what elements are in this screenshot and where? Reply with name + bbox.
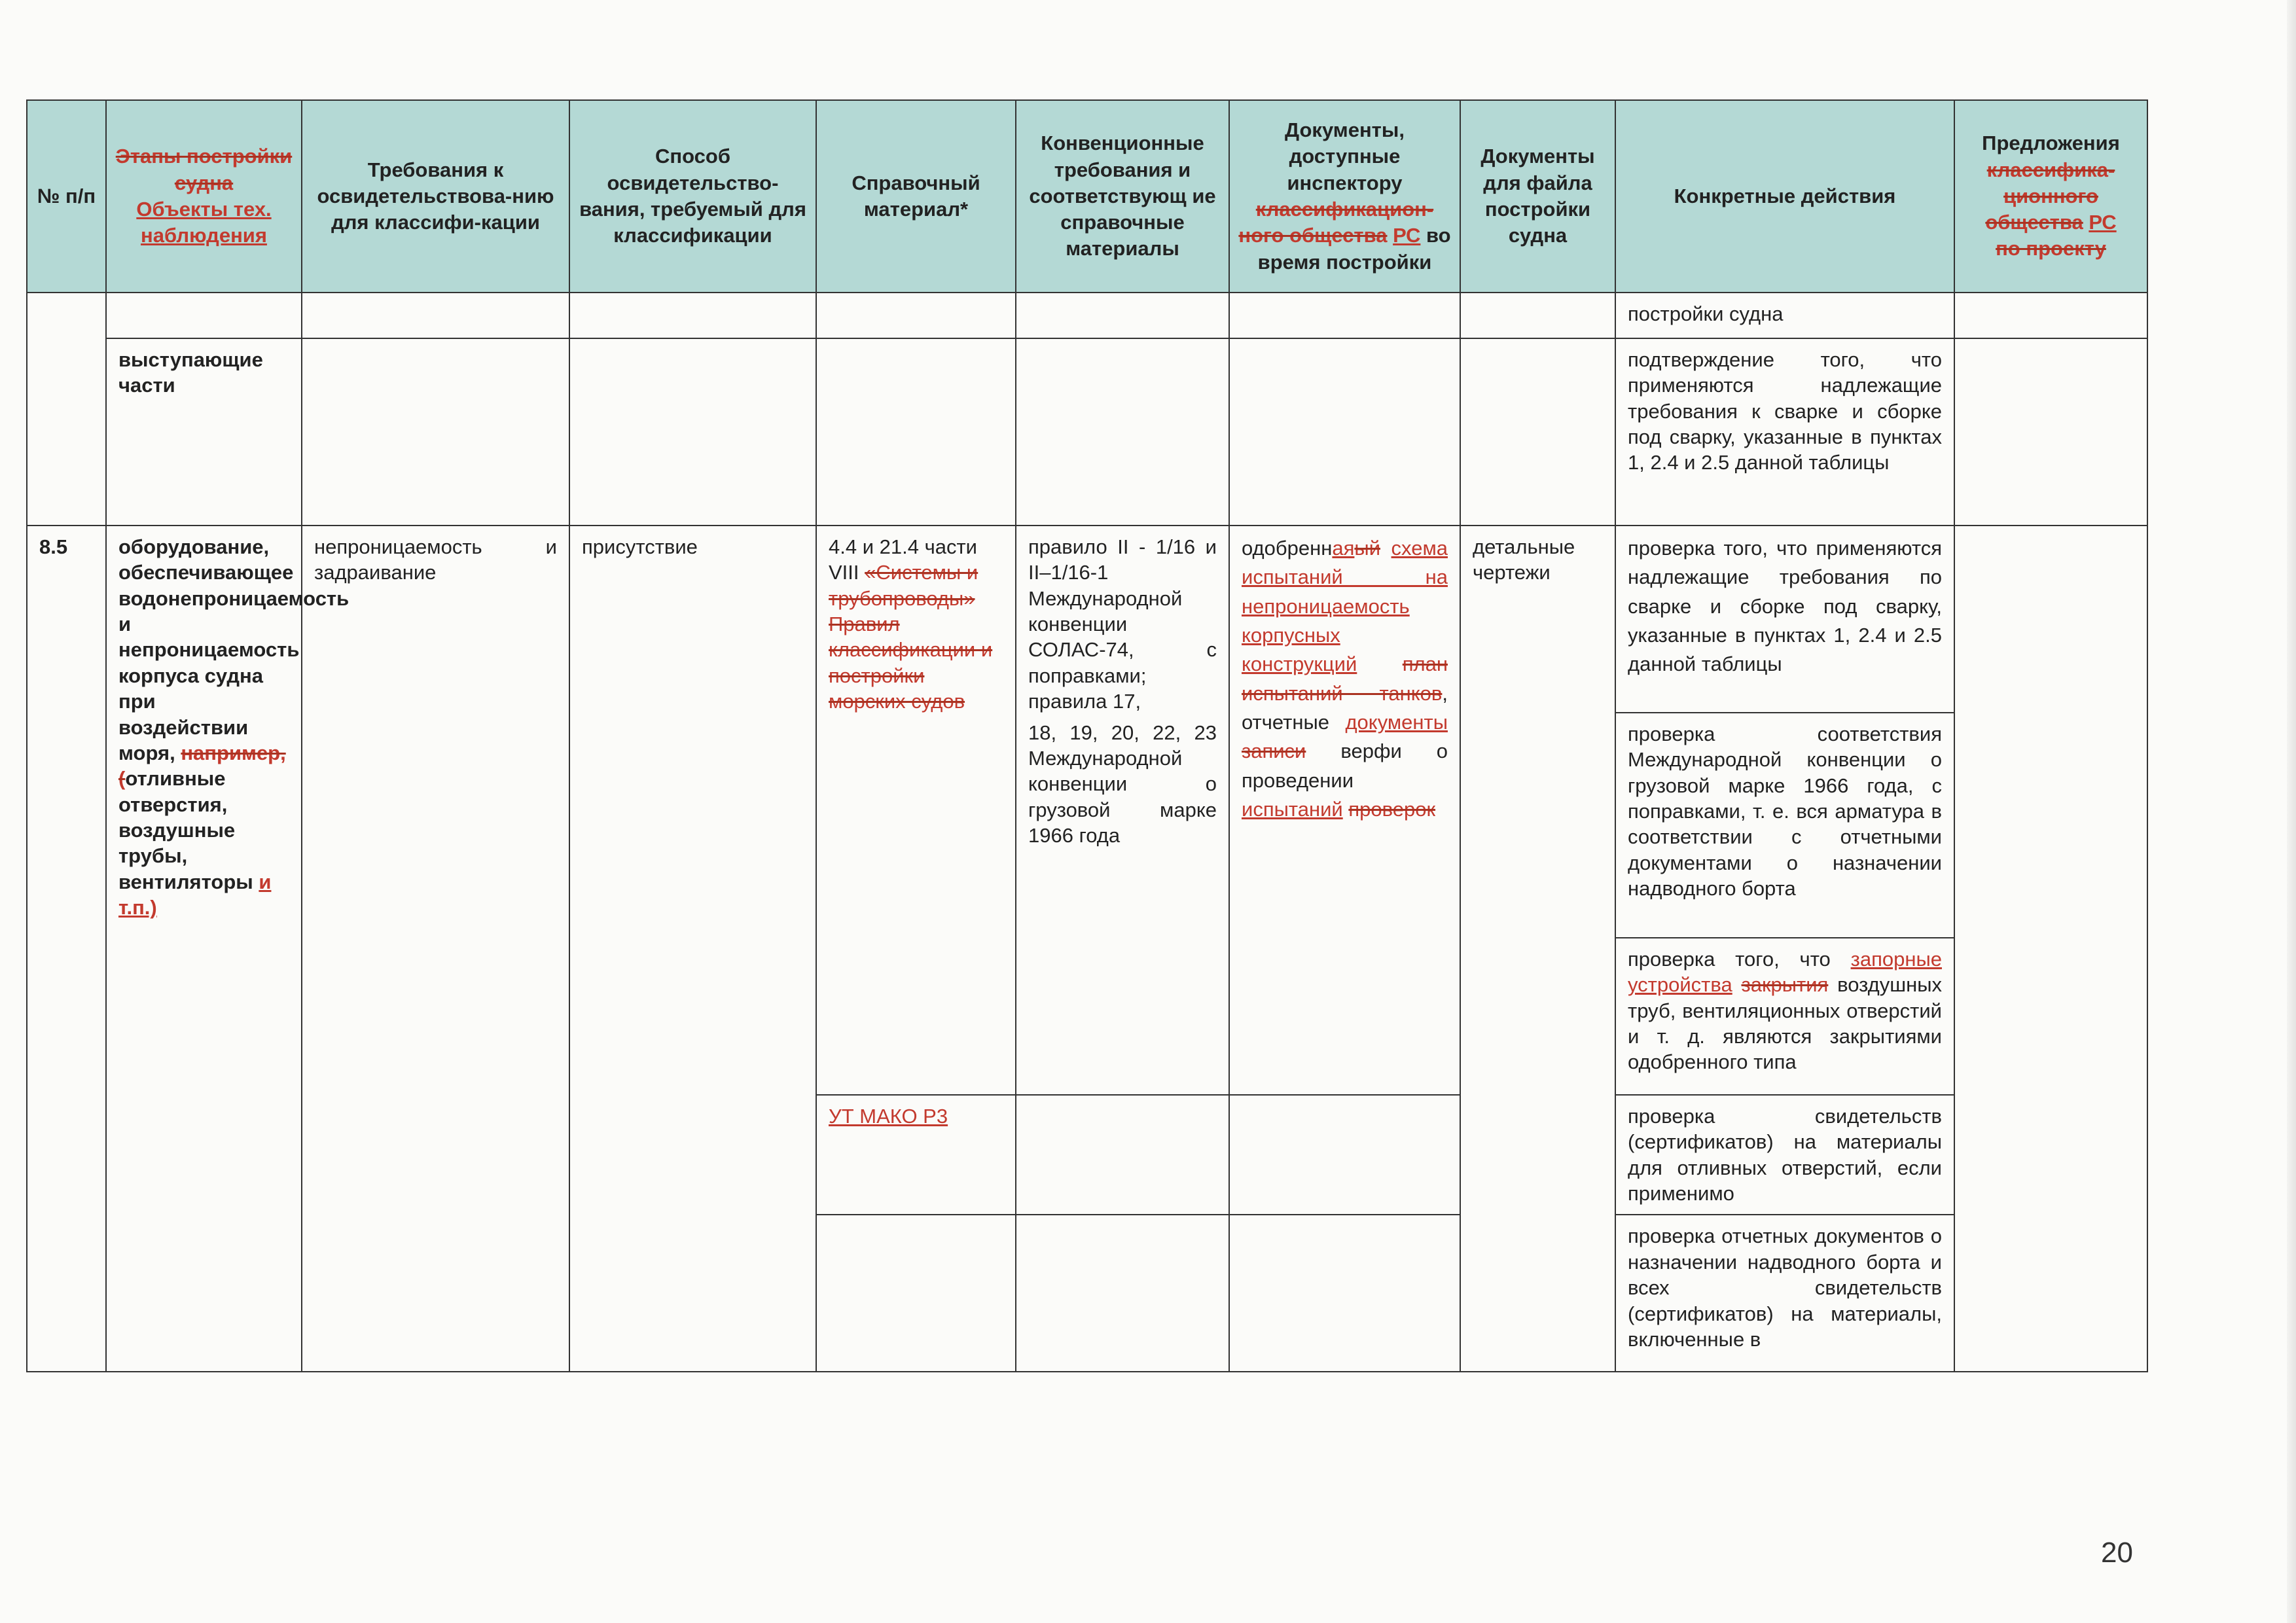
conventions-cell: правило II - 1/16 и II–1/16-1 Международной конвенции СОЛАС-74, с поправками; правила 17, 18, 19, 20, 22, 23 Международной конвенции о грузовой марке 1966 года	[1016, 526, 1229, 1095]
action-cell: проверка отчетных документов о назначении надводного борта и всех свидетельств (сертификатов) на материалы, включенные в	[1615, 1215, 1954, 1372]
header-actions: Конкретные действия	[1615, 100, 1954, 293]
object-cell: оборудование, обеспечивающее водонепроницаемость и непроницаемость корпуса судна при воздействии моря, например, (отливные отверстия, воздушные трубы, вентиляторы и т.п.)	[106, 526, 302, 1372]
reference-cell: 4.4 и 21.4 части VIII «Системы и трубопроводы» Правил классификации и постройки морских судов	[816, 526, 1016, 1095]
table-row	[27, 293, 2147, 338]
header-proposals: Предложения классифика-ционного общества РС по проекту	[1954, 100, 2147, 293]
header-method: Способ освидетельство-вания, требуемый для классификации	[569, 100, 816, 293]
header-conventions: Конвенционные требования и соответствующ ие справочные материалы	[1016, 100, 1229, 293]
reference-cell-2: УТ МАКО Р3	[816, 1095, 1016, 1215]
page-edge	[2287, 0, 2296, 1623]
action-cell: проверка того, что применяются надлежащие требования по сварке и сборке под сварку, указанные в пунктах 1, 2.4 и 2.5 данной таблицы	[1615, 526, 1954, 713]
object-cell: выступающие части	[106, 338, 302, 526]
header-docs: Документы, доступные инспектору классификацион-ного общества РС во время постройки	[1229, 100, 1460, 293]
header-requirements: Требования к освидетельствова-нию для классифи-кации	[302, 100, 569, 293]
table-row	[27, 338, 2147, 526]
header-reference: Справочный материал*	[816, 100, 1016, 293]
action-cell: постройки судна	[1615, 293, 1954, 338]
header-row	[27, 100, 2147, 293]
action-cell: проверка свидетельств (сертификатов) на материалы для отливных отверстий, если применимо	[1615, 1095, 1954, 1215]
header-stages-deleted: Этапы постройки судна	[115, 145, 293, 194]
header-stages	[106, 100, 302, 293]
header-stages-inserted: Объекты тех. наблюдения	[136, 198, 272, 247]
page-number: 20	[2101, 1537, 2133, 1569]
classification-table	[26, 99, 2148, 1372]
method-cell: присутствие	[569, 526, 816, 1372]
action-cell: подтверждение того, что применяются надлежащие требования к сварке и сборке под сварку, указанные в пунктах 1, 2.4 и 2.5 данной таблицы	[1615, 338, 1954, 526]
file-docs-cell: детальные чертежи	[1460, 526, 1615, 1372]
row-number: 8.5	[27, 526, 106, 1372]
action-cell: проверка того, что запорные устройства закрытия воздушных труб, вентиляционных отверстий и т. д. являются закрытиями одобренного типа	[1615, 938, 1954, 1095]
requirement-cell: непроницаемость и задраивание	[302, 526, 569, 1372]
table-row-8-5	[27, 526, 2147, 713]
header-file-docs: Документы для файла постройки судна	[1460, 100, 1615, 293]
documents-cell: одобреннаяый схема испытаний на непроницаемость корпусных конструкций план испытаний танков, отчетные документы записи верфи о проведении испытаний проверок	[1229, 526, 1460, 1095]
action-cell: проверка соответствия Международной конвенции о грузовой марке 1966 года, с поправками, т. е. вся арматура в соответствии с отчетными документами о назначении надводного борта	[1615, 713, 1954, 938]
header-num: № п/п	[27, 100, 106, 293]
